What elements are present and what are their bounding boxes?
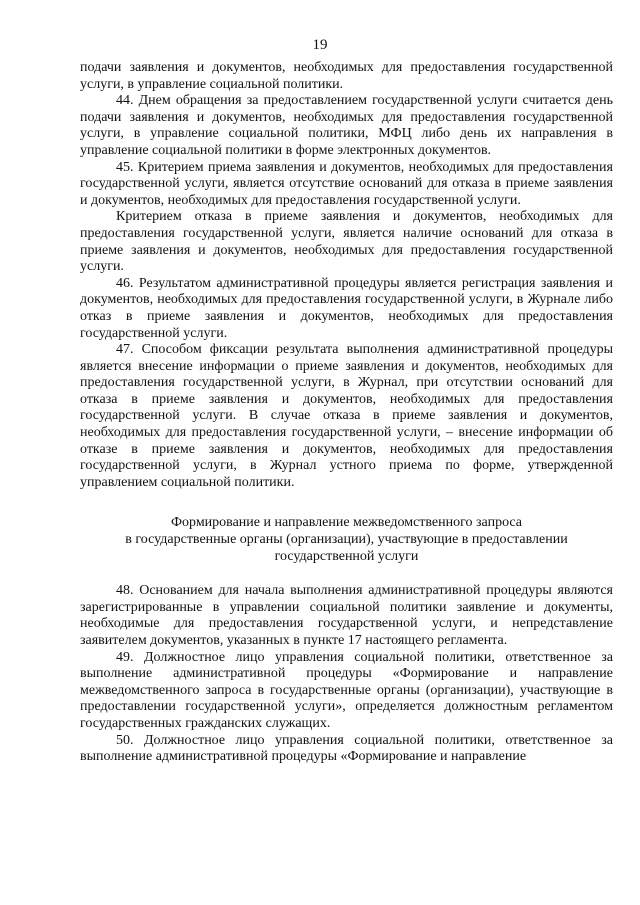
paragraph-45: 45. Критерием приема заявления и документов, необходимых для предоставления государственной услуги, является отсутствие оснований для отказа в приеме заявления и документов, необходимых для предоставления государственной услуги.	[80, 159, 613, 208]
paragraph-continuation: подачи заявления и документов, необходимых для предоставления государственной услуги, в управление социальной политики.	[80, 60, 613, 92]
section-heading-line: государственной услуги	[274, 548, 419, 564]
paragraph-49: 49. Должностное лицо управления социальной политики, ответственное за выполнение административной процедуры «Формирование и направление межведомственного запроса в государственные органы (организации), участвующие в предоставлении государственной услуги», определяется должностным регламентом государственных гражданских служащих.	[80, 649, 613, 731]
document-body	[80, 60, 613, 766]
section-heading-line: Формирование и направление межведомственного запроса	[170, 515, 523, 531]
paragraph-47: 47. Способом фиксации результата выполнения административной процедуры является внесение информации о приеме заявления и документов, необходимых для предоставления государственной услуги, в Журнал, при отсутствии оснований для отказа в приеме заявления и документов, необходимых для предоставления государственной услуги. В случае отказа в приеме заявления и документов, необходимых для предоставления государственной услуги, – внесение информации об отказе в приеме заявления и документов, необходимых для предоставления государственной услуги, в Журнал устного приема по форме, утвержденной управлением социальной политики.	[80, 342, 613, 490]
paragraph-50: 50. Должностное лицо управления социальной политики, ответственное за выполнение административной процедуры «Формирование и направление	[80, 732, 613, 765]
section-heading	[80, 515, 613, 565]
page-number: 19	[312, 37, 328, 53]
paragraph-45-refusal-criterion: Критерием отказа в приеме заявления и документов, необходимых для предоставления государственной услуги, является наличие оснований для отказа в приеме заявления и документов, необходимых для предоставления государственной услуги.	[80, 209, 613, 275]
paragraph-44: 44. Днем обращения за предоставлением государственной услуги считается день подачи заявления и документов, необходимых для предоставления государственной услуги, в управление социальной политики, МФЦ либо день их направления в управление социальной политики в форме электронных документов.	[80, 93, 613, 158]
paragraph-48: 48. Основанием для начала выполнения административной процедуры являются зарегистрированные в управлении социальной политики заявление и документы, необходимые для предоставления государственной услуги, и непредставление заявителем документов, указанных в пункте 17 настоящего регламента.	[80, 583, 613, 648]
section-heading-line: в государственные органы (организации), участвующие в предоставлении	[125, 532, 568, 548]
paragraph-46: 46. Результатом административной процедуры является регистрация заявления и документов, необходимых для предоставления государственной услуги, в Журнале либо отказ в приеме заявления и документов, необходимых для предоставления государственной услуги.	[80, 275, 613, 341]
